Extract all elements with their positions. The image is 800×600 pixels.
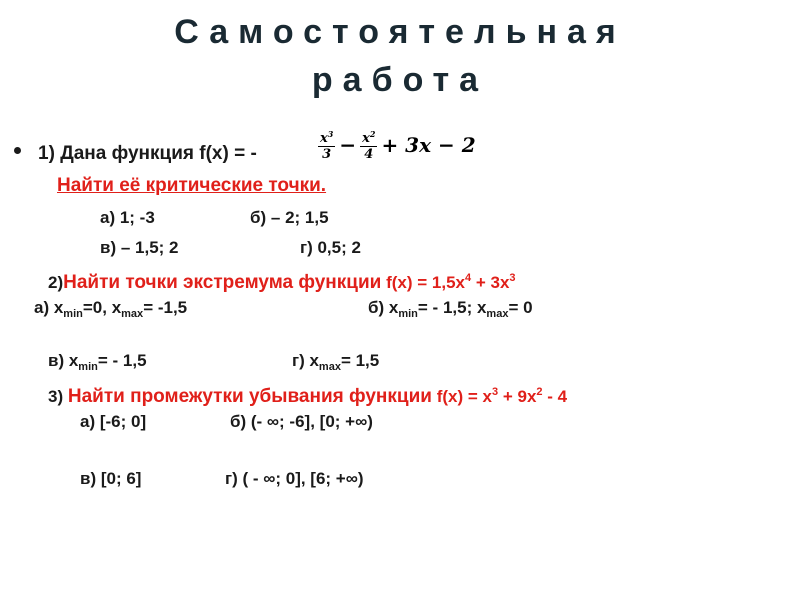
task2-option-v [48, 350, 147, 378]
task2-exp1: 4 [464, 272, 472, 284]
task1-text: Дана функция f(x) = - [60, 143, 257, 164]
task2-line [48, 267, 516, 294]
frac2-den: 4 [364, 147, 374, 162]
task3-question: Найти промежутки убывания функции [67, 386, 432, 407]
task2-option-a [34, 297, 187, 325]
formula-fraction-1 [318, 127, 335, 162]
formula-tail: + 3x − 2 [381, 132, 476, 157]
task2-question: Найти точки экстремума функции [63, 272, 382, 293]
opt-a-sub1: min [63, 308, 83, 320]
task1-line [38, 143, 257, 165]
task1-formula [318, 127, 476, 162]
task1-number: 1) [38, 143, 55, 164]
opt-b-end: = 0 [508, 298, 533, 317]
task3-number: 3) [48, 387, 64, 406]
task2-function [386, 273, 515, 292]
formula-minus: − [339, 132, 357, 157]
frac1-den: 3 [322, 147, 332, 162]
task3-exp2: 2 [536, 386, 543, 398]
task2-exp2: 3 [509, 272, 516, 284]
task3-option-v: в) [0; 6] [80, 469, 142, 488]
task2-number: 2) [48, 273, 64, 292]
title-line-2: работа [311, 61, 489, 99]
task3-function-base: f(x) = x [436, 387, 492, 406]
task3-function [437, 387, 567, 406]
formula-fraction-2 [360, 127, 377, 162]
frac2-exp: 2 [369, 129, 376, 139]
task3-function-middle: + 9x [498, 387, 537, 406]
opt-b-label: б) x [368, 298, 399, 317]
opt-v-sub1: min [78, 361, 98, 373]
opt-a-end: = -1,5 [143, 298, 188, 317]
frac1-num: x [320, 131, 328, 146]
page-title [0, 8, 800, 104]
opt-v-label: в) x [48, 351, 79, 370]
opt-v-end: = - 1,5 [97, 351, 147, 370]
task1-option-v: в) – 1,5; 2 [100, 238, 179, 257]
opt-a-mid: =0, x [82, 298, 122, 317]
title-line-1: Самостоятельная [174, 13, 626, 51]
opt-a-sub2: max [121, 308, 144, 320]
task1-option-b: б) – 2; 1,5 [250, 208, 329, 227]
frac2-num: x [362, 131, 370, 146]
opt-g-end: = 1,5 [340, 351, 380, 370]
frac1-exp: 3 [327, 129, 334, 139]
opt-g-label: г) x [292, 351, 319, 370]
task3-line [48, 381, 567, 408]
task3-exp1: 3 [491, 386, 499, 398]
task2-option-g [292, 350, 379, 378]
task3-option-b: б) (- ∞; -6], [0; +∞) [230, 412, 373, 431]
task2-option-b [368, 297, 533, 325]
opt-a-label: а) x [34, 298, 64, 317]
task1-question: Найти её критические точки. [57, 175, 327, 196]
task2-function-plus: + 3x [471, 273, 510, 292]
opt-g-sub1: max [318, 361, 341, 373]
task1-option-g: г) 0,5; 2 [300, 238, 361, 257]
task3-option-g: г) ( - ∞; 0], [6; +∞) [225, 469, 364, 488]
task2-function-base: f(x) = 1,5x [386, 273, 465, 292]
task3-option-a: а) [-6; 0] [80, 412, 147, 431]
bullet-icon [14, 147, 21, 154]
opt-b-mid: = - 1,5; x [417, 298, 487, 317]
opt-b-sub1: min [398, 308, 418, 320]
opt-b-sub2: max [486, 308, 509, 320]
task1-option-a: а) 1; -3 [100, 208, 155, 227]
task3-function-end: - 4 [542, 387, 568, 406]
